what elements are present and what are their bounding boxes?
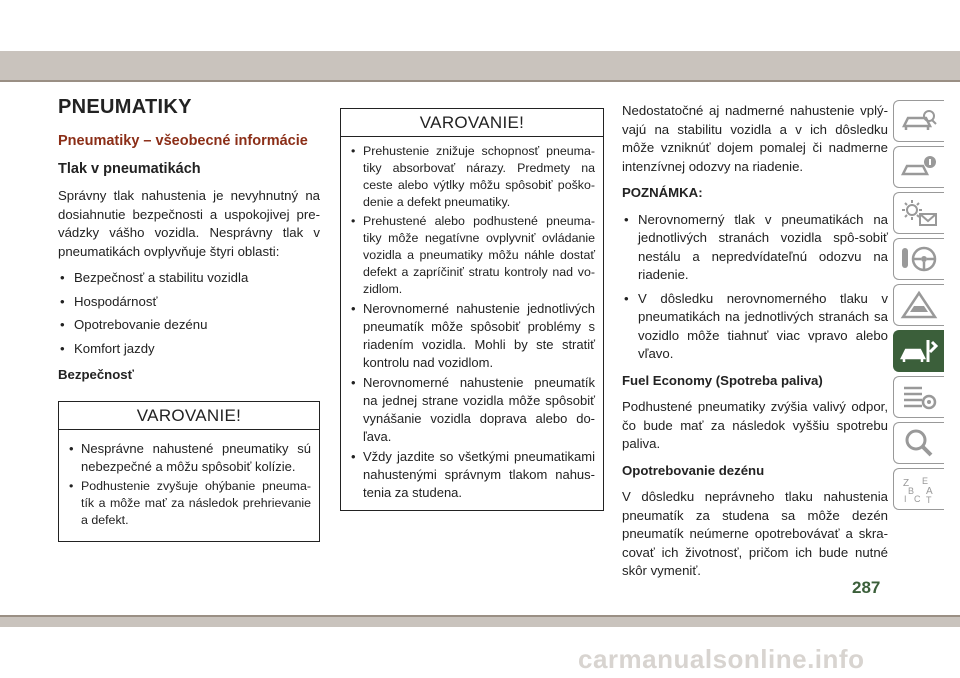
- list-item: • Hospodárnosť: [58, 293, 320, 312]
- svg-text:T: T: [926, 495, 932, 504]
- svg-text:Z: Z: [903, 478, 910, 489]
- list-item: • Bezpečnosť a stabilitu vozidla: [58, 269, 320, 288]
- intro-paragraph: Správny tlak nahustenia je nevyhnutný na dosiahnutie bezpečnosti a uspokojivej pre-vádzky vášho vozidla. Nesprávny tlak v pneumatikách ovplyvňuje štyri oblasti:: [58, 188, 320, 259]
- list-item: • Komfort jazdy: [58, 340, 320, 359]
- wear-text: V dôsledku neprávneho tlaku nahustenia pneumatík za studena sa môže dezén pneumatík neúmerne opotrebovávať a skra-covať ich životnosť, pričom ich bude nutné skôr vymeniť.: [622, 489, 888, 578]
- note-list: [622, 211, 888, 364]
- tab-warning-lights[interactable]: [893, 192, 944, 234]
- section-title: Pneumatiky – všeobecné informácie: [58, 133, 308, 149]
- svg-text:B: B: [908, 486, 915, 496]
- subsection-title: Tlak v pneumatikách: [58, 161, 201, 177]
- warning-item: • Prehustené alebo podhustené pneuma-tiky môže negatívne ovplyvniť ovládanie vozidla a pneumatiky môžu náhle dostať defekt a zapríčiniť stratu kontroly nad vo-zidlom.: [349, 213, 595, 298]
- note-heading: POZNÁMKA:: [622, 185, 703, 200]
- col3-intro: Nedostatočné aj nadmerné nahustenie vplý-vajú na stabilitu vozidla a v ich dôsledku môže vzniknúť dojem pomalej či nadmerne intenzívnej odozvy na riadenie.: [622, 103, 888, 174]
- tab-emergency[interactable]: [893, 284, 944, 326]
- warning-list: [341, 137, 603, 510]
- areas-list: [58, 269, 320, 358]
- tab-maintenance[interactable]: [893, 330, 944, 372]
- car-info-icon: [900, 152, 938, 182]
- car-search-icon: [900, 106, 938, 136]
- tab-steering[interactable]: [893, 238, 944, 280]
- car-wrench-icon: [900, 336, 938, 366]
- page-title: PNEUMATIKY: [58, 96, 192, 118]
- warning-box-1: [58, 401, 320, 542]
- svg-text:A: A: [926, 486, 933, 497]
- footer-stripe: [0, 617, 960, 627]
- header-stripe: [0, 51, 960, 81]
- fuel-heading: Fuel Economy (Spotreba paliva): [622, 372, 823, 388]
- column-1: [58, 96, 320, 542]
- column-2: [340, 108, 604, 511]
- emergency-triangle-icon: [900, 290, 938, 320]
- settings-list-icon: [900, 382, 938, 412]
- steering-wheel-icon: [900, 244, 938, 274]
- safety-heading: Bezpečnosť: [58, 367, 134, 382]
- page-number: 287: [852, 578, 881, 597]
- header-band: [0, 0, 960, 52]
- warning-item: • Vždy jazdite so všetkými pneumatikami nahustenými správnym tlakom nahus-tenia za studena.: [349, 448, 595, 502]
- column-3: [622, 102, 888, 589]
- tab-car-search[interactable]: [893, 100, 944, 142]
- tab-settings-list[interactable]: [893, 376, 944, 418]
- warning-item: • Nerovnomerné nahustenie jednotlivých pneumatík môže spôsobiť problémy s riadením vozidla. Mohli by ste stratiť kontrolu nad vozidlom.: [349, 300, 595, 372]
- watermark: carmanualsonline.info: [578, 644, 865, 674]
- warning-list: [59, 430, 319, 541]
- fuel-text: Podhustené pneumatiky zvýšia valivý odpor, čo bude mať za následok vyššiu spotrebu paliva.: [622, 399, 888, 451]
- warning-item: • Nerovnomerné nahustenie pneumatík na jednej strane vozidla môže spôsobiť vynášanie vozidla doprava alebo do-ľava.: [349, 374, 595, 446]
- warning-item: • Prehustenie znižuje schopnosť pneuma-tiky absorbovať nárazy. Predmety na ceste alebo výtlky môžu spôsobiť poško-denie a defekt pneumatiky.: [349, 143, 595, 211]
- warning-title: VAROVANIE!: [59, 402, 319, 430]
- svg-text:E: E: [922, 476, 929, 486]
- tab-index[interactable]: [893, 468, 944, 510]
- warning-item: • Nesprávne nahustené pneumatiky sú nebezpečné a môžu spôsobiť kolízie.: [67, 440, 311, 476]
- wear-heading: Opotrebovanie dezénu: [622, 462, 765, 478]
- header-line: [0, 80, 960, 82]
- index-letters-icon: [900, 474, 938, 504]
- warning-title: VAROVANIE!: [341, 109, 603, 137]
- list-item: • Nerovnomerný tlak v pneumatikách na jednotlivých stranách vozidla spô-sobiť nestálu a nepredvídateľnú odozvu na riadenie.: [622, 211, 888, 285]
- chapter-tabs: [893, 100, 947, 514]
- svg-text:I: I: [904, 494, 907, 504]
- magnifier-icon: [900, 428, 938, 458]
- tab-search[interactable]: [893, 422, 944, 464]
- warning-lights-icon: [900, 198, 938, 228]
- warning-box-2: [340, 108, 604, 511]
- svg-text:C: C: [914, 494, 921, 504]
- warning-item: • Podhustenie zvyšuje ohýbanie pneuma-tík a môže mať za následok prehrievanie a defekt.: [67, 478, 311, 529]
- tab-car-info[interactable]: [893, 146, 944, 188]
- list-item: • V dôsledku nerovnomerného tlaku v pneumatikách na jednotlivých stranách sa vozidlo môže tiahnuť viac vpravo alebo vľavo.: [622, 290, 888, 364]
- list-item: • Opotrebovanie dezénu: [58, 316, 320, 335]
